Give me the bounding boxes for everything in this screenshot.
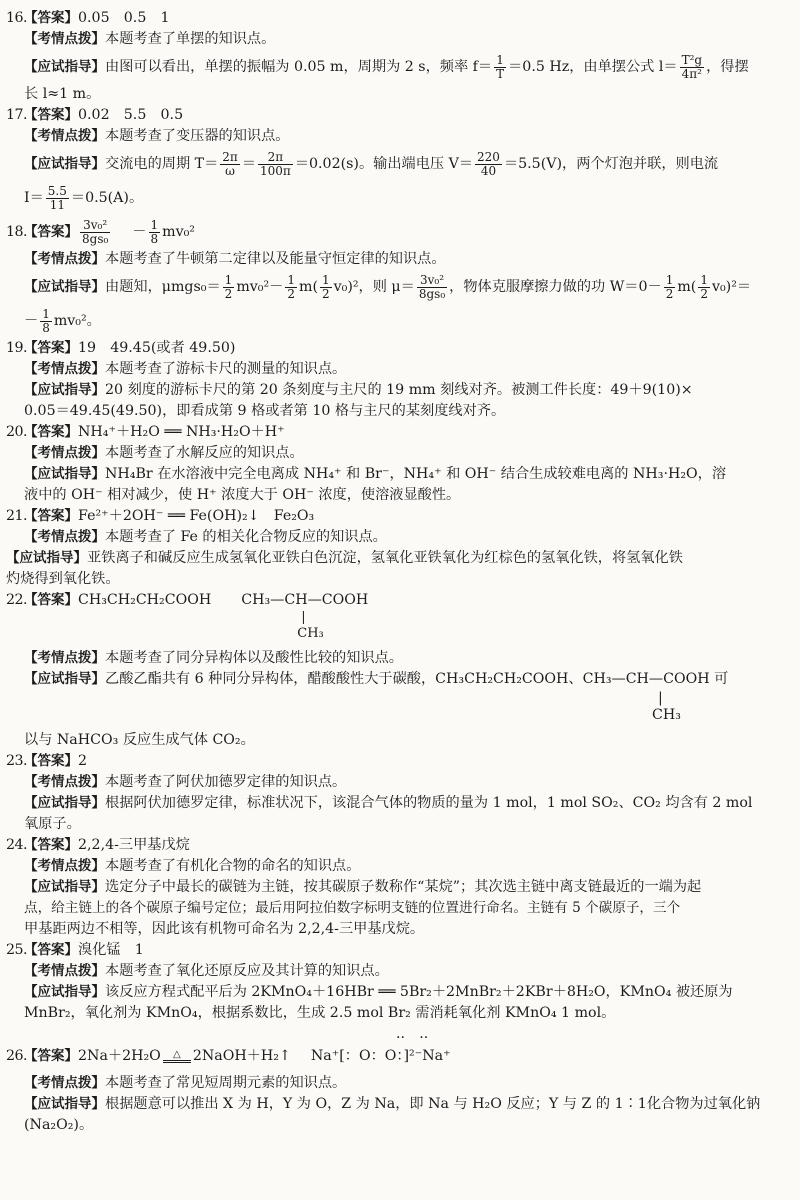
question-16 xyxy=(6,8,792,105)
question-26 xyxy=(6,1030,792,1136)
point-label: 【考情点拨】 xyxy=(24,445,105,461)
branch-bond: | xyxy=(658,690,663,706)
answer-label: 【答案】 xyxy=(24,424,78,440)
answer-label: 【答案】 xyxy=(24,753,78,769)
guide-text: mv₀²－ xyxy=(236,279,284,295)
minus-sign: － xyxy=(132,224,147,240)
guide-text: 氧原子。 xyxy=(24,816,81,832)
guide-label: 【应试指导】 xyxy=(24,156,105,172)
guide-text: － xyxy=(24,313,39,329)
question-number: 21. xyxy=(6,508,28,524)
guide-text: I＝ xyxy=(24,190,44,206)
question-number: 16. xyxy=(6,10,28,26)
question-20 xyxy=(6,422,792,506)
answer-text: 溴化锰 1 xyxy=(78,942,144,958)
question-number: 19. xyxy=(6,340,28,356)
question-25 xyxy=(6,940,792,1024)
question-24 xyxy=(6,835,792,940)
question-number: 23. xyxy=(6,753,28,769)
question-19 xyxy=(6,338,792,422)
fraction: $\frac{2\pi}{\omega}$ xyxy=(222,149,238,178)
branch-group: CH₃ xyxy=(652,707,681,723)
question-number: 17. xyxy=(6,107,28,123)
guide-text: 亚铁离子和碱反应生成氢氧化亚铁白色沉淀，氢氧化亚铁氧化为红棕色的氢氧化铁，将氢氧化铁 xyxy=(87,550,683,566)
guide-text: 乙酸乙酯共有 6 种同分异构体，醋酸酸性大于碳酸，CH₃CH₂CH₂COOH、CH₃—CH—COOH 可 xyxy=(105,671,729,687)
guide-text: ，物体克服摩擦力做的功 W＝0－ xyxy=(449,279,662,295)
question-18 xyxy=(6,215,792,338)
point-label: 【考情点拨】 xyxy=(24,774,105,790)
point-text: 本题考查了 Fe 的相关化合物反应的知识点。 xyxy=(105,529,387,545)
guide-text: v₀)²＝ xyxy=(711,279,752,295)
guide-text: v₀)²，则 μ＝ xyxy=(333,279,415,295)
point-label: 【考情点拨】 xyxy=(24,251,105,267)
answer-text: NH₄⁺＋H₂O ══ NH₃·H₂O＋H⁺ xyxy=(78,424,285,440)
point-text: 本题考查了同分异构体以及酸性比较的知识点。 xyxy=(105,650,403,666)
guide-label: 【应试指导】 xyxy=(24,279,105,295)
guide-text: mv₀²。 xyxy=(53,313,101,329)
answer-text: mv₀² xyxy=(162,224,195,240)
lewis-structure: Na⁺[：O：O：]²⁻Na⁺ xyxy=(310,1048,451,1064)
question-21 xyxy=(6,506,792,590)
point-label: 【考情点拨】 xyxy=(24,1075,105,1091)
fraction: $\frac{\text{3v₀²}}{\text{8gs₀}}$ xyxy=(418,272,446,301)
guide-text: 甲基距两边不相等，因此该有机物可命名为 2,2,4-三甲基戊烷。 xyxy=(24,921,425,937)
question-23 xyxy=(6,751,792,835)
guide-text: ＝0.5(A)。 xyxy=(70,190,144,206)
question-17 xyxy=(6,105,792,215)
answer-label: 【答案】 xyxy=(24,508,78,524)
answer-text: CH₃CH₂CH₂COOH xyxy=(78,592,212,608)
fraction: $\frac{1}{8}$ xyxy=(42,306,50,335)
fraction: $\frac{2\pi}{100\pi}$ xyxy=(260,149,291,178)
answer-text: 2 xyxy=(78,753,88,769)
answer-label: 【答案】 xyxy=(24,107,78,123)
answer-text: 19 49.45(或者 49.50) xyxy=(78,340,236,356)
fraction: $\frac{5.5}{11}$ xyxy=(47,183,67,212)
point-label: 【考情点拨】 xyxy=(24,128,105,144)
answer-text: 2Na＋2H₂O xyxy=(78,1048,161,1064)
guide-text: 液中的 OH⁻ 相对减少，使 H⁺ 浓度大于 OH⁻ 浓度，使溶液显酸性。 xyxy=(24,487,461,503)
guide-label: 【应试指导】 xyxy=(24,984,105,1000)
question-22 xyxy=(6,590,792,751)
guide-label: 【应试指导】 xyxy=(24,466,105,482)
point-text: 本题考查了牛顿第二定律以及能量守恒定律的知识点。 xyxy=(105,251,446,267)
point-text: 本题考查了阿伏加德罗定律的知识点。 xyxy=(105,774,347,790)
guide-label: 【应试指导】 xyxy=(24,671,105,687)
fraction: $\frac{1}{T}$ xyxy=(496,52,505,81)
point-label: 【考情点拨】 xyxy=(24,31,105,47)
guide-text: (Na₂O₂)。 xyxy=(24,1117,94,1133)
guide-text: 根据阿伏加德罗定律，标准状况下，该混合气体的物质的量为 1 mol，1 mol SO₂、CO₂ 均含有 2 mol xyxy=(105,795,753,811)
question-number: 20. xyxy=(6,424,28,440)
point-label: 【考情点拨】 xyxy=(24,858,105,874)
guide-label: 【应试指导】 xyxy=(24,879,105,895)
answer-text: 2,2,4-三甲基戊烷 xyxy=(78,837,190,853)
fraction: $\frac{1}{2}$ xyxy=(700,272,708,301)
guide-text: 点，给主链上的各个碳原子编号定位；最后用阿拉伯数字标明支链的位置进行命名。主链有 5 个碳原子，三个 xyxy=(24,900,681,916)
point-text: 本题考查了单摆的知识点。 xyxy=(105,31,276,47)
guide-label: 【应试指导】 xyxy=(24,382,105,398)
guide-text: 选定分子中最长的碳链为主链，按其碳原子数称作“某烷”；其次选主链中离支链最近的一端为起 xyxy=(105,879,702,895)
point-text: 本题考查了水解反应的知识点。 xyxy=(105,445,304,461)
guide-label: 【应试指导】 xyxy=(24,795,105,811)
fraction: $\frac{1}{2}$ xyxy=(224,272,233,301)
answer-label: 【答案】 xyxy=(24,224,78,240)
point-text: 本题考查了常见短周期元素的知识点。 xyxy=(105,1075,347,1091)
answer-label: 【答案】 xyxy=(24,1048,78,1064)
guide-text: 由题知，μmgs₀＝ xyxy=(105,279,221,295)
answer-text: 0.05 0.5 1 xyxy=(78,10,170,26)
fraction: $\frac{\text{3v₀²}}{\text{8gs₀}}$ xyxy=(82,217,109,246)
guide-text: ＝0.02(s)。输出端电压 V＝ xyxy=(294,156,474,172)
guide-text: NH₄Br 在水溶液中完全电离成 NH₄⁺ 和 Br⁻，NH₄⁺ 和 OH⁻ 结合生成较难电离的 NH₃·H₂O，溶 xyxy=(105,466,727,482)
answer-label: 【答案】 xyxy=(24,340,78,356)
point-text: 本题考查了氧化还原反应及其计算的知识点。 xyxy=(105,963,389,979)
guide-text: ，得摆 xyxy=(706,59,749,75)
question-number: 25. xyxy=(6,942,28,958)
guide-text: MnBr₂，氧化剂为 KMnO₄，根据系数比，生成 2.5 mol Br₂ 需消耗氧化剂 KMnO₄ 1 mol。 xyxy=(24,1005,616,1021)
answer-text: Fe²⁺＋2OH⁻ ══ Fe(OH)₂↓ Fe₂O₃ xyxy=(78,508,315,524)
guide-text: 该反应方程式配平后为 2KMnO₄＋16HBr ══ 5Br₂＋2MnBr₂＋2KBr＋8H₂O，KMnO₄ 被还原为 xyxy=(105,984,733,1000)
fraction: $\frac{220}{40}$ xyxy=(477,149,500,178)
fraction: $\frac{1}{2}$ xyxy=(321,272,330,301)
point-text: 本题考查了有机化合物的命名的知识点。 xyxy=(105,858,361,874)
question-number: 24. xyxy=(6,837,28,853)
guide-text: 根据题意可以推出 X 为 H，Y 为 O，Z 为 Na，即 Na 与 H₂O 反应；Y 与 Z 的 1∶1化合物为过氧化钠 xyxy=(105,1096,761,1112)
guide-text: 灼烧得到氧化铁。 xyxy=(6,571,120,587)
question-number: 18. xyxy=(6,224,28,240)
answer-label: 【答案】 xyxy=(24,837,78,853)
point-label: 【考情点拨】 xyxy=(24,361,105,377)
guide-text: m( xyxy=(298,279,318,295)
structural-formula: CH₃—CH—COOH | CH₃ xyxy=(241,592,369,641)
point-text: 本题考查了游标卡尺的测量的知识点。 xyxy=(105,361,347,377)
question-number: 22. xyxy=(6,592,28,608)
question-number: 26. xyxy=(6,1048,28,1064)
answer-label: 【答案】 xyxy=(24,10,78,26)
answer-text: 2NaOH＋H₂↑ xyxy=(192,1048,291,1064)
fraction: $\frac{1}{8}$ xyxy=(150,217,159,246)
fraction: $\frac{1}{2}$ xyxy=(287,272,295,301)
fraction: $\frac{1}{2}$ xyxy=(665,272,674,301)
guide-label: 【应试指导】 xyxy=(6,550,87,566)
fraction: $\frac{\text{T²g}}{\text{4π²}}$ xyxy=(681,52,703,81)
equals-sign: ＝ xyxy=(241,156,257,172)
guide-text: 交流电的周期 T＝ xyxy=(105,156,219,172)
point-text: 本题考查了变压器的知识点。 xyxy=(105,128,290,144)
guide-text: 20 刻度的游标卡尺的第 20 条刻度与主尺的 19 mm 刻线对齐。被测工件长度：49＋9(10)× xyxy=(105,382,693,398)
guide-text: 以与 NaHCO₃ 反应生成气体 CO₂。 xyxy=(24,732,255,748)
guide-text: m( xyxy=(677,279,697,295)
guide-text: 0.05＝49.45(49.50)，即看成第 9 格或者第 10 格与主尺的某刻度线对齐。 xyxy=(24,403,506,419)
point-label: 【考情点拨】 xyxy=(24,529,105,545)
guide-text: ＝5.5(V)，两个灯泡并联，则电流 xyxy=(503,156,719,172)
answer-label: 【答案】 xyxy=(24,592,78,608)
guide-label: 【应试指导】 xyxy=(24,1096,105,1112)
guide-text: 长 l≈1 m。 xyxy=(24,86,101,102)
answer-text: 0.02 5.5 0.5 xyxy=(78,107,184,123)
point-label: 【考情点拨】 xyxy=(24,963,105,979)
reaction-arrow: △ xyxy=(163,1050,191,1063)
guide-text: ＝0.5 Hz，由单摆公式 l＝ xyxy=(508,59,678,75)
guide-text: 由图可以看出，单摆的振幅为 0.05 m，周期为 2 s，频率 f＝ xyxy=(105,59,493,75)
point-label: 【考情点拨】 xyxy=(24,650,105,666)
guide-label: 【应试指导】 xyxy=(24,59,105,75)
lewis-dots: ·· ·· xyxy=(396,1030,429,1046)
answer-label: 【答案】 xyxy=(24,942,78,958)
